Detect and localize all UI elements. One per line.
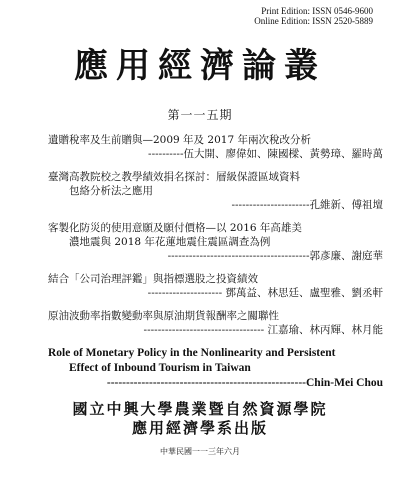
online-issn: Online Edition: ISSN 2520-5889: [254, 16, 373, 26]
toc-entry-4: [48, 272, 383, 300]
toc-entry-5: [48, 309, 383, 337]
article-authors: ----------伍大開、廖偉如、陳國樑、黃勢璋、羅時萬: [148, 148, 383, 160]
toc-entry-2: [48, 170, 383, 212]
article-title: 遺贈稅率及生前贈與—2009 年及 2017 年兩次稅改分析: [48, 134, 311, 146]
article-authors: ----------------------孔維新、傅祖壇: [231, 199, 383, 211]
issue-number: 第一一五期: [167, 108, 233, 122]
toc-entry-1: [48, 133, 383, 161]
toc-entry-english: [48, 346, 383, 391]
print-issn: Print Edition: ISSN 0546-9600: [261, 6, 373, 16]
article-title-cont: 包絡分析法之應用: [69, 185, 153, 197]
english-article-title: Role of Monetary Policy in the Nonlinearity and Persistent: [48, 347, 336, 359]
publication-date: 中華民國一一三年六月: [160, 447, 240, 456]
article-title-cont: 濃地震與 2018 年花蓮地震住震區調查為例: [69, 236, 271, 248]
publisher-department: 應用經濟學系出版: [131, 419, 268, 437]
article-title: 原油波動率指數變動率與原油期貨報酬率之關聯性: [48, 310, 279, 322]
table-of-contents: [48, 133, 383, 400]
publisher-institution: 國立中興大學農業暨自然資源學院: [72, 400, 328, 418]
article-authors: ----------------------------------------郭彥廉、謝庭華: [167, 250, 383, 262]
english-article-author: ----------------------------------------------------Chin-Mei Chou: [106, 377, 383, 389]
publisher: [0, 400, 400, 438]
journal-title: 應用經濟論叢: [74, 46, 326, 86]
toc-entry-3: [48, 221, 383, 263]
issn-info: [254, 6, 373, 26]
article-title: 臺灣高教院校之教學績效捐名探討：層級保證區域資料: [48, 171, 300, 183]
article-authors: ---------------------------------- 江嘉瑜、林丙輝、林月能: [143, 324, 383, 336]
english-article-title-cont: Effect of Inbound Tourism in Taiwan: [69, 362, 251, 374]
article-title: 結合「公司治理評鑑」與指標選股之投資績效: [48, 273, 258, 285]
article-authors: --------------------- 鄧萬益、林思廷、盧聖雅、劉丞軒: [147, 287, 383, 299]
article-title: 客製化防災的使用意願及願付價格—以 2016 年高雄美: [48, 222, 302, 234]
